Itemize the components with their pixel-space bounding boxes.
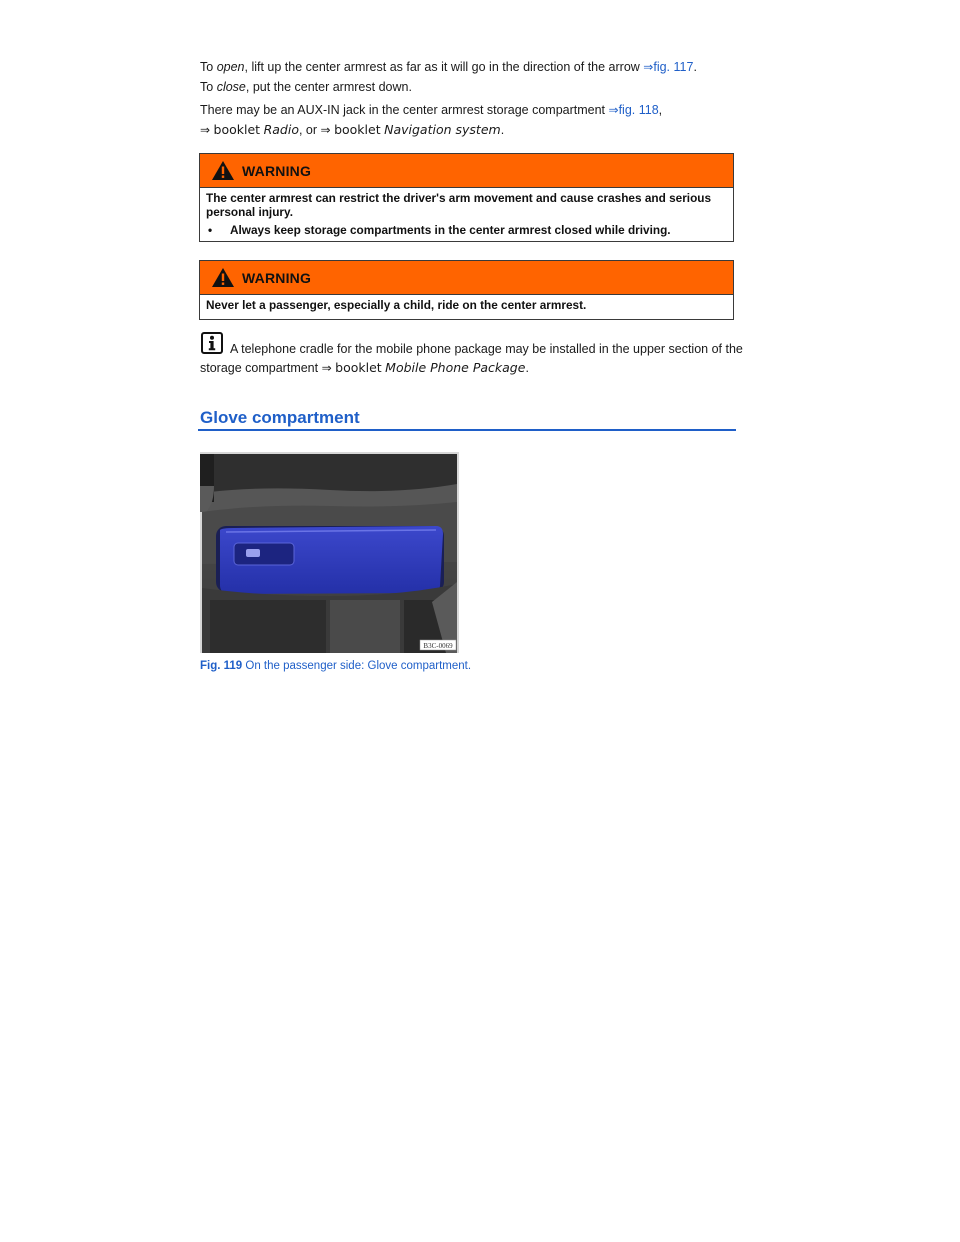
ref-arrow-icon: ⇒ bbox=[320, 123, 331, 137]
warning-bullet-item bbox=[206, 223, 727, 237]
warning-triangle-icon bbox=[211, 160, 235, 181]
warning-header bbox=[200, 261, 733, 295]
text: storage compartment bbox=[200, 361, 322, 375]
figure-caption-text: On the passenger side: Glove compartment. bbox=[245, 660, 472, 672]
glove-compartment-figure bbox=[200, 452, 459, 653]
intro-open-paragraph bbox=[200, 57, 740, 77]
figure-caption bbox=[200, 660, 471, 672]
radio-booklet-title[interactable]: Radio bbox=[263, 122, 299, 137]
intro-close-paragraph bbox=[200, 77, 740, 97]
warning-body bbox=[200, 295, 733, 319]
text: , bbox=[658, 103, 663, 117]
booklet-reference-line bbox=[200, 120, 740, 140]
text: . bbox=[500, 123, 505, 137]
warning-title: WARNING bbox=[242, 163, 312, 179]
note-text-line1: A telephone cradle for the mobile phone package may be installed in the upper section of the bbox=[230, 342, 743, 356]
ref-arrow-icon: ⇒ bbox=[200, 123, 211, 137]
navigation-booklet-title[interactable]: Navigation system bbox=[384, 122, 501, 137]
warning-bullet-text: Always keep storage compartments in the center armrest closed while driving. bbox=[230, 223, 671, 237]
text: , lift up the center armrest as far as it will go in the direction of the arrow bbox=[244, 60, 644, 74]
note-text-line2 bbox=[200, 358, 740, 378]
text: , or bbox=[298, 123, 321, 137]
fig-118-link[interactable]: fig. 118 bbox=[618, 103, 659, 117]
text: To bbox=[200, 60, 217, 74]
text: . bbox=[525, 361, 529, 375]
warning-box-passenger-armrest bbox=[199, 260, 734, 320]
figure-number: Fig. 119 bbox=[200, 660, 243, 672]
text: , put the center armrest down. bbox=[245, 80, 412, 94]
bullet-icon: • bbox=[208, 223, 213, 237]
warning-header bbox=[200, 154, 733, 188]
booklet-label: booklet bbox=[334, 122, 381, 137]
heading-underline bbox=[198, 429, 736, 431]
booklet-label: booklet bbox=[213, 122, 261, 137]
ref-arrow-icon: ⇒ bbox=[321, 361, 332, 375]
aux-in-paragraph bbox=[200, 100, 740, 120]
text: . bbox=[693, 60, 697, 74]
warning-text: Never let a passenger, especially a child, ride on the center armrest. bbox=[206, 298, 587, 312]
warning-body bbox=[200, 188, 733, 241]
warning-box-armrest-movement bbox=[199, 153, 734, 242]
info-note-icon bbox=[201, 332, 223, 354]
figure-code-label: B3C-0069 bbox=[423, 642, 453, 650]
ref-arrow-icon: ⇒ bbox=[643, 60, 654, 74]
open-emphasis: open bbox=[216, 60, 245, 74]
fig-117-link[interactable]: fig. 117 bbox=[653, 60, 694, 74]
text: To bbox=[200, 80, 217, 94]
booklet-label: booklet bbox=[335, 360, 382, 375]
text: There may be an AUX-IN jack in the center armrest storage compartment bbox=[200, 103, 609, 117]
close-emphasis: close bbox=[216, 80, 246, 94]
mobile-phone-booklet-title[interactable]: Mobile Phone Package bbox=[385, 360, 526, 375]
section-heading: Glove compartment bbox=[200, 408, 360, 427]
warning-title: WARNING bbox=[242, 270, 312, 286]
warning-triangle-icon bbox=[211, 267, 235, 288]
warning-text: The center armrest can restrict the driver's arm movement and cause crashes and serious personal injury. bbox=[206, 191, 712, 219]
ref-arrow-icon: ⇒ bbox=[608, 103, 619, 117]
